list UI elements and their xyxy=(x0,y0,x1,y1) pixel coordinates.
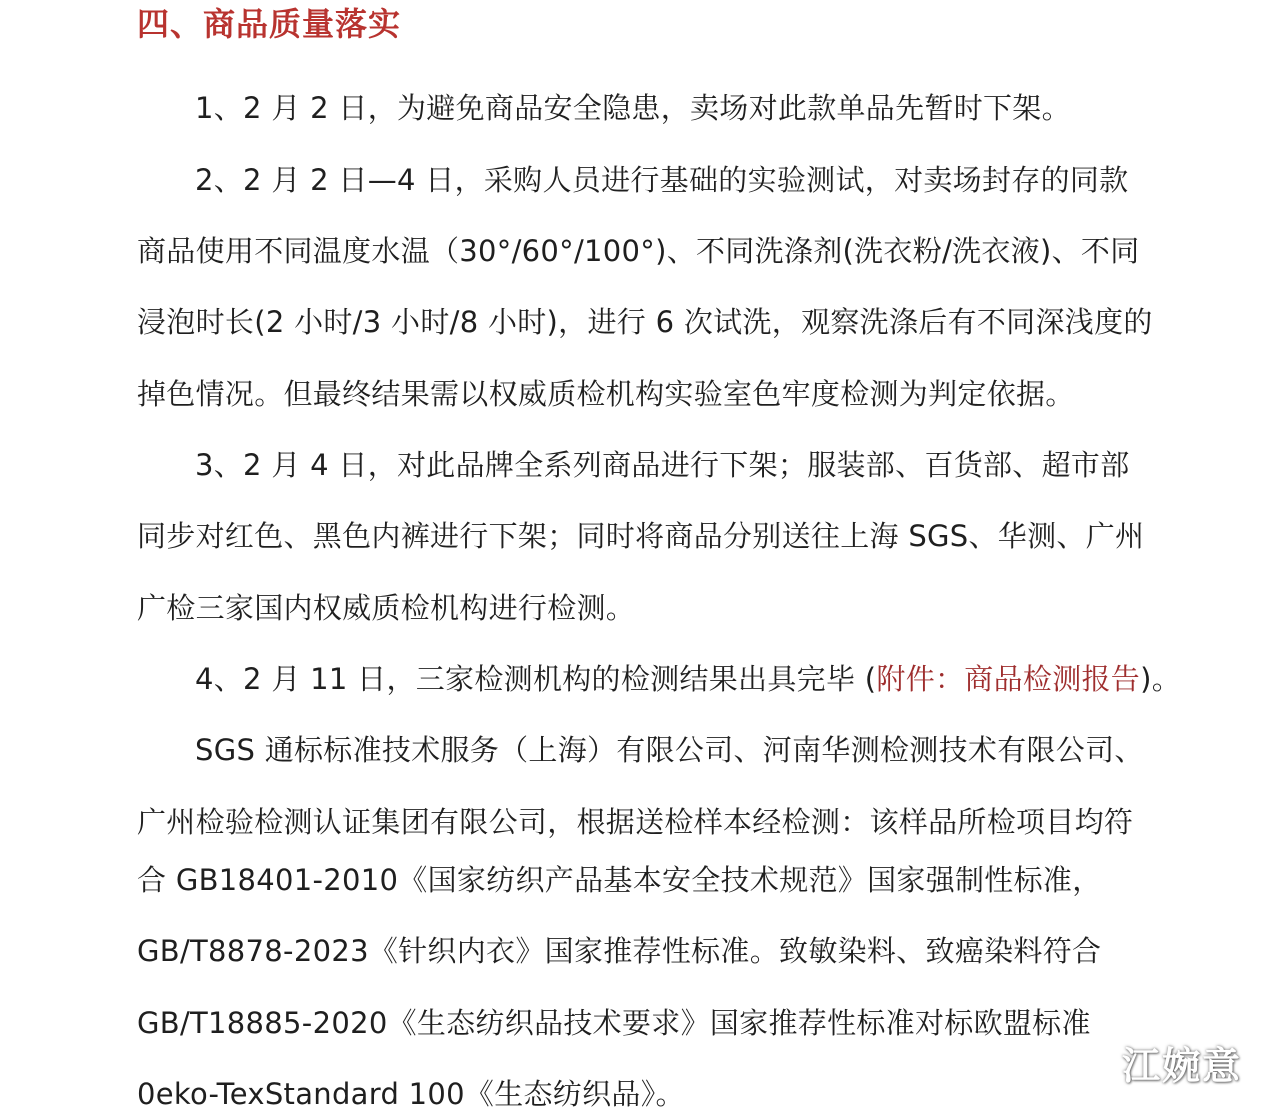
para3-line3: 广检三家国内权威质检机构进行检测。 xyxy=(137,591,636,625)
para3-line2: 同步对红色、黑色内裤进行下架；同时将商品分别送往上海 SGS、华测、广州 xyxy=(137,519,1145,553)
para5-line6: 0eko-TexStandard 100《生态纺织品》。 xyxy=(137,1077,685,1111)
para5-line2: 广州检验检测认证集团有限公司，根据送检样本经检测：该样品所检项目均符 xyxy=(137,805,1134,839)
para2-line2: 商品使用不同温度水温（30°/60°/100°)、不同洗涤剂(洗衣粉/洗衣液)、不同 xyxy=(137,234,1140,268)
para3-line1: 3、2 月 4 日，对此品牌全系列商品进行下架；服装部、百货部、超市部 xyxy=(195,448,1130,482)
para5-line1: SGS 通标标准技术服务（上海）有限公司、河南华测检测技术有限公司、 xyxy=(195,733,1144,767)
section-heading: 四、商品质量落实 xyxy=(137,5,402,43)
para5-line3: 合 GB18401-2010《国家纺织产品基本安全技术规范》国家强制性标准， xyxy=(137,863,1102,897)
para5-line5: GB/T18885-2020《生态纺织品技术要求》国家推荐性标准对标欧盟标准 xyxy=(137,1006,1091,1040)
para4-line1 xyxy=(195,659,1181,699)
para4-close: )。 xyxy=(1140,662,1182,696)
attachment-link[interactable]: 附件：商品检测报告 xyxy=(876,662,1141,696)
para4-text: 4、2 月 11 日，三家检测机构的检测结果出具完毕 ( xyxy=(195,662,877,696)
para1-line1: 1、2 月 2 日，为避免商品安全隐患，卖场对此款单品先暂时下架。 xyxy=(195,91,1071,125)
para2-line1: 2、2 月 2 日—4 日，采购人员进行基础的实验测试，对卖场封存的同款 xyxy=(195,163,1129,197)
para2-line3: 浸泡时长(2 小时/3 小时/8 小时)，进行 6 次试洗，观察洗涤后有不同深浅度的 xyxy=(137,305,1153,339)
para2-line4: 掉色情况。但最终结果需以权威质检机构实验室色牢度检测为判定依据。 xyxy=(137,377,1075,411)
watermark: 江婉意 xyxy=(1121,1044,1242,1088)
para5-line4: GB/T8878-2023《针织内衣》国家推荐性标准。致敏染料、致癌染料符合 xyxy=(137,934,1102,968)
